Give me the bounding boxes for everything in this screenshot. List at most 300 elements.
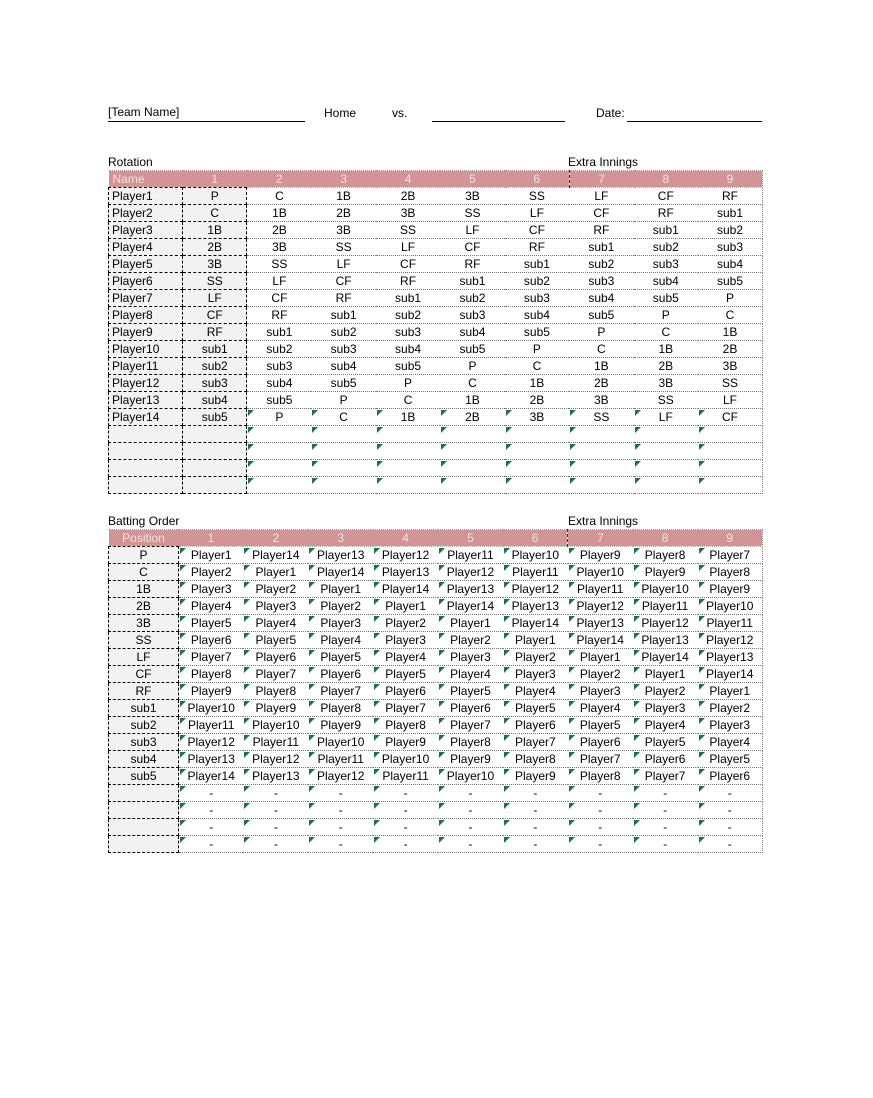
inning-cell[interactable]	[633, 632, 698, 649]
inning-cell[interactable]	[247, 375, 311, 392]
inning-cell[interactable]	[503, 751, 568, 768]
inning-cell[interactable]	[179, 598, 244, 615]
inning-cell[interactable]	[311, 324, 375, 341]
inning-cell[interactable]	[633, 666, 698, 683]
inning-cell[interactable]	[243, 768, 308, 785]
inning-cell[interactable]	[376, 443, 440, 460]
inning-cell[interactable]	[183, 477, 247, 494]
row-label-cell[interactable]: sub2	[109, 717, 179, 734]
inning-cell[interactable]	[438, 802, 503, 819]
inning-cell[interactable]	[376, 477, 440, 494]
inning-cell[interactable]	[311, 341, 375, 358]
inning-cell[interactable]	[698, 205, 763, 222]
inning-cell[interactable]	[311, 290, 375, 307]
inning-cell[interactable]	[440, 239, 504, 256]
inning-cell[interactable]	[438, 598, 503, 615]
row-label-cell[interactable]: LF	[109, 649, 179, 666]
inning-cell[interactable]	[505, 358, 569, 375]
inning-cell[interactable]	[633, 802, 698, 819]
inning-cell[interactable]	[179, 615, 244, 632]
inning-cell[interactable]	[373, 717, 438, 734]
row-label-cell[interactable]: CF	[109, 666, 179, 683]
inning-cell[interactable]	[373, 547, 438, 564]
inning-cell[interactable]	[698, 409, 763, 426]
inning-cell[interactable]	[698, 598, 763, 615]
inning-cell[interactable]	[568, 768, 633, 785]
inning-cell[interactable]	[308, 615, 373, 632]
inning-cell[interactable]	[179, 564, 244, 581]
inning-cell[interactable]	[505, 460, 569, 477]
inning-cell[interactable]	[311, 307, 375, 324]
inning-cell[interactable]	[634, 273, 698, 290]
inning-cell[interactable]	[569, 205, 633, 222]
inning-cell[interactable]	[247, 324, 311, 341]
inning-cell[interactable]	[243, 819, 308, 836]
inning-cell[interactable]	[308, 751, 373, 768]
inning-cell[interactable]	[633, 734, 698, 751]
inning-cell[interactable]	[376, 307, 440, 324]
inning-cell[interactable]	[503, 734, 568, 751]
row-label-cell[interactable]	[109, 460, 183, 477]
inning-cell[interactable]	[247, 239, 311, 256]
inning-cell[interactable]	[569, 273, 633, 290]
inning-cell[interactable]	[373, 836, 438, 853]
row-label-cell[interactable]: Player12	[109, 375, 183, 392]
inning-cell[interactable]	[569, 426, 633, 443]
inning-cell[interactable]	[247, 222, 311, 239]
inning-cell[interactable]	[569, 477, 633, 494]
row-label-cell[interactable]: RF	[109, 683, 179, 700]
inning-cell[interactable]	[505, 443, 569, 460]
inning-cell[interactable]	[440, 477, 504, 494]
inning-cell[interactable]	[376, 460, 440, 477]
inning-cell[interactable]	[505, 409, 569, 426]
inning-cell[interactable]	[373, 768, 438, 785]
inning-cell[interactable]	[179, 768, 244, 785]
inning-cell[interactable]	[440, 205, 504, 222]
row-label-cell[interactable]: 1B	[109, 581, 179, 598]
inning-cell[interactable]	[373, 683, 438, 700]
inning-cell[interactable]	[568, 802, 633, 819]
inning-cell[interactable]	[633, 564, 698, 581]
inning-cell[interactable]	[698, 460, 763, 477]
inning-cell[interactable]	[503, 683, 568, 700]
inning-cell[interactable]	[634, 409, 698, 426]
inning-cell[interactable]	[698, 341, 763, 358]
inning-cell[interactable]	[179, 581, 244, 598]
inning-cell[interactable]	[698, 819, 763, 836]
inning-cell[interactable]	[569, 256, 633, 273]
inning-cell[interactable]	[698, 426, 763, 443]
inning-cell[interactable]	[698, 649, 763, 666]
inning-cell[interactable]	[698, 751, 763, 768]
inning-cell[interactable]	[179, 836, 244, 853]
inning-cell[interactable]	[503, 700, 568, 717]
inning-cell[interactable]	[698, 683, 763, 700]
inning-cell[interactable]	[698, 615, 763, 632]
inning-cell[interactable]	[247, 307, 311, 324]
row-label-cell[interactable]: Player9	[109, 324, 183, 341]
inning-cell[interactable]	[634, 426, 698, 443]
inning-cell[interactable]	[568, 632, 633, 649]
inning-cell[interactable]	[243, 615, 308, 632]
row-label-cell[interactable]	[109, 836, 179, 853]
inning-cell[interactable]	[568, 785, 633, 802]
inning-cell[interactable]	[376, 205, 440, 222]
inning-cell[interactable]	[247, 358, 311, 375]
inning-cell[interactable]	[243, 751, 308, 768]
inning-cell[interactable]	[243, 547, 308, 564]
inning-cell[interactable]	[376, 290, 440, 307]
inning-cell[interactable]	[376, 256, 440, 273]
inning-cell[interactable]	[438, 700, 503, 717]
row-label-cell[interactable]: sub5	[109, 768, 179, 785]
inning-cell[interactable]	[376, 426, 440, 443]
inning-cell[interactable]	[376, 341, 440, 358]
inning-cell[interactable]	[440, 341, 504, 358]
inning-cell[interactable]	[569, 358, 633, 375]
inning-cell[interactable]	[503, 598, 568, 615]
inning-cell[interactable]	[311, 358, 375, 375]
inning-cell[interactable]	[503, 649, 568, 666]
inning-cell[interactable]	[376, 409, 440, 426]
inning-cell[interactable]	[634, 341, 698, 358]
row-label-cell[interactable]	[109, 785, 179, 802]
inning-cell[interactable]	[243, 564, 308, 581]
inning-cell[interactable]	[503, 581, 568, 598]
inning-cell[interactable]	[183, 188, 247, 205]
inning-cell[interactable]	[183, 307, 247, 324]
inning-cell[interactable]	[311, 477, 375, 494]
inning-cell[interactable]	[183, 392, 247, 409]
opponent-name-field[interactable]	[432, 105, 565, 122]
inning-cell[interactable]	[311, 256, 375, 273]
inning-cell[interactable]	[373, 564, 438, 581]
inning-cell[interactable]	[633, 819, 698, 836]
inning-cell[interactable]	[438, 836, 503, 853]
inning-cell[interactable]	[568, 649, 633, 666]
inning-cell[interactable]	[373, 819, 438, 836]
inning-cell[interactable]	[698, 564, 763, 581]
inning-cell[interactable]	[373, 751, 438, 768]
row-label-cell[interactable]	[109, 477, 183, 494]
inning-cell[interactable]	[698, 666, 763, 683]
inning-cell[interactable]	[505, 392, 569, 409]
inning-cell[interactable]	[183, 256, 247, 273]
inning-cell[interactable]	[247, 426, 311, 443]
inning-cell[interactable]	[183, 324, 247, 341]
inning-cell[interactable]	[634, 307, 698, 324]
inning-cell[interactable]	[308, 734, 373, 751]
inning-cell[interactable]	[505, 222, 569, 239]
row-label-cell[interactable]	[109, 426, 183, 443]
row-label-cell[interactable]: C	[109, 564, 179, 581]
inning-cell[interactable]	[698, 632, 763, 649]
inning-cell[interactable]	[634, 358, 698, 375]
inning-cell[interactable]	[311, 409, 375, 426]
inning-cell[interactable]	[308, 632, 373, 649]
inning-cell[interactable]	[247, 443, 311, 460]
inning-cell[interactable]	[505, 188, 569, 205]
row-label-cell[interactable]: Player5	[109, 256, 183, 273]
inning-cell[interactable]	[179, 802, 244, 819]
inning-cell[interactable]	[569, 443, 633, 460]
inning-cell[interactable]	[438, 547, 503, 564]
inning-cell[interactable]	[179, 751, 244, 768]
inning-cell[interactable]	[698, 717, 763, 734]
inning-cell[interactable]	[633, 547, 698, 564]
inning-cell[interactable]	[438, 785, 503, 802]
inning-cell[interactable]	[634, 290, 698, 307]
inning-cell[interactable]	[308, 802, 373, 819]
inning-cell[interactable]	[633, 700, 698, 717]
inning-cell[interactable]	[438, 564, 503, 581]
inning-cell[interactable]	[505, 426, 569, 443]
inning-cell[interactable]	[243, 632, 308, 649]
inning-cell[interactable]	[440, 222, 504, 239]
inning-cell[interactable]	[373, 785, 438, 802]
inning-cell[interactable]	[311, 392, 375, 409]
inning-cell[interactable]	[247, 460, 311, 477]
inning-cell[interactable]	[698, 375, 763, 392]
row-label-cell[interactable]: Player4	[109, 239, 183, 256]
inning-cell[interactable]	[183, 290, 247, 307]
inning-cell[interactable]	[179, 649, 244, 666]
row-label-cell[interactable]: 2B	[109, 598, 179, 615]
inning-cell[interactable]	[373, 700, 438, 717]
inning-cell[interactable]	[308, 717, 373, 734]
inning-cell[interactable]	[568, 751, 633, 768]
inning-cell[interactable]	[698, 836, 763, 853]
inning-cell[interactable]	[633, 785, 698, 802]
inning-cell[interactable]	[373, 734, 438, 751]
inning-cell[interactable]	[438, 819, 503, 836]
inning-cell[interactable]	[505, 324, 569, 341]
inning-cell[interactable]	[698, 802, 763, 819]
inning-cell[interactable]	[183, 273, 247, 290]
inning-cell[interactable]	[698, 443, 763, 460]
inning-cell[interactable]	[308, 836, 373, 853]
inning-cell[interactable]	[634, 188, 698, 205]
inning-cell[interactable]	[247, 273, 311, 290]
inning-cell[interactable]	[243, 802, 308, 819]
date-field[interactable]	[627, 105, 762, 122]
inning-cell[interactable]	[505, 256, 569, 273]
inning-cell[interactable]	[568, 683, 633, 700]
inning-cell[interactable]	[440, 273, 504, 290]
inning-cell[interactable]	[503, 836, 568, 853]
inning-cell[interactable]	[438, 734, 503, 751]
inning-cell[interactable]	[440, 307, 504, 324]
inning-cell[interactable]	[243, 785, 308, 802]
inning-cell[interactable]	[698, 547, 763, 564]
inning-cell[interactable]	[440, 392, 504, 409]
inning-cell[interactable]	[440, 375, 504, 392]
inning-cell[interactable]	[247, 205, 311, 222]
inning-cell[interactable]	[373, 581, 438, 598]
inning-cell[interactable]	[183, 239, 247, 256]
row-label-cell[interactable]	[109, 819, 179, 836]
inning-cell[interactable]	[698, 324, 763, 341]
inning-cell[interactable]	[503, 819, 568, 836]
row-label-cell[interactable]: Player1	[109, 188, 183, 205]
inning-cell[interactable]	[698, 256, 763, 273]
inning-cell[interactable]	[568, 734, 633, 751]
inning-cell[interactable]	[243, 683, 308, 700]
inning-cell[interactable]	[438, 615, 503, 632]
inning-cell[interactable]	[568, 547, 633, 564]
inning-cell[interactable]	[247, 341, 311, 358]
inning-cell[interactable]	[568, 666, 633, 683]
inning-cell[interactable]	[311, 239, 375, 256]
inning-cell[interactable]	[438, 581, 503, 598]
inning-cell[interactable]	[633, 836, 698, 853]
inning-cell[interactable]	[503, 717, 568, 734]
inning-cell[interactable]	[183, 205, 247, 222]
inning-cell[interactable]	[179, 547, 244, 564]
inning-cell[interactable]	[503, 785, 568, 802]
inning-cell[interactable]	[183, 460, 247, 477]
inning-cell[interactable]	[376, 375, 440, 392]
inning-cell[interactable]	[376, 273, 440, 290]
inning-cell[interactable]	[308, 649, 373, 666]
row-label-cell[interactable]: Player11	[109, 358, 183, 375]
inning-cell[interactable]	[438, 666, 503, 683]
inning-cell[interactable]	[308, 700, 373, 717]
row-label-cell[interactable]: Player6	[109, 273, 183, 290]
inning-cell[interactable]	[568, 717, 633, 734]
row-label-cell[interactable]: SS	[109, 632, 179, 649]
inning-cell[interactable]	[569, 375, 633, 392]
inning-cell[interactable]	[505, 273, 569, 290]
inning-cell[interactable]	[503, 632, 568, 649]
inning-cell[interactable]	[373, 632, 438, 649]
row-label-cell[interactable]	[109, 802, 179, 819]
row-label-cell[interactable]: sub3	[109, 734, 179, 751]
inning-cell[interactable]	[633, 649, 698, 666]
inning-cell[interactable]	[634, 222, 698, 239]
inning-cell[interactable]	[308, 683, 373, 700]
inning-cell[interactable]	[569, 324, 633, 341]
inning-cell[interactable]	[308, 785, 373, 802]
inning-cell[interactable]	[440, 188, 504, 205]
inning-cell[interactable]	[698, 392, 763, 409]
inning-cell[interactable]	[698, 188, 763, 205]
inning-cell[interactable]	[243, 598, 308, 615]
row-label-cell[interactable]: Player2	[109, 205, 183, 222]
inning-cell[interactable]	[440, 324, 504, 341]
inning-cell[interactable]	[568, 700, 633, 717]
inning-cell[interactable]	[179, 700, 244, 717]
inning-cell[interactable]	[243, 581, 308, 598]
inning-cell[interactable]	[634, 239, 698, 256]
inning-cell[interactable]	[183, 426, 247, 443]
inning-cell[interactable]	[243, 734, 308, 751]
inning-cell[interactable]	[633, 751, 698, 768]
inning-cell[interactable]	[311, 205, 375, 222]
inning-cell[interactable]	[503, 564, 568, 581]
inning-cell[interactable]	[503, 802, 568, 819]
inning-cell[interactable]	[179, 683, 244, 700]
inning-cell[interactable]	[183, 222, 247, 239]
inning-cell[interactable]	[376, 358, 440, 375]
inning-cell[interactable]	[505, 477, 569, 494]
inning-cell[interactable]	[308, 819, 373, 836]
row-label-cell[interactable]: 3B	[109, 615, 179, 632]
inning-cell[interactable]	[179, 666, 244, 683]
inning-cell[interactable]	[373, 649, 438, 666]
inning-cell[interactable]	[376, 239, 440, 256]
inning-cell[interactable]	[633, 615, 698, 632]
row-label-cell[interactable]: P	[109, 547, 179, 564]
inning-cell[interactable]	[569, 290, 633, 307]
inning-cell[interactable]	[438, 649, 503, 666]
row-label-cell[interactable]: sub4	[109, 751, 179, 768]
inning-cell[interactable]	[247, 392, 311, 409]
inning-cell[interactable]	[311, 188, 375, 205]
inning-cell[interactable]	[633, 581, 698, 598]
inning-cell[interactable]	[505, 341, 569, 358]
inning-cell[interactable]	[569, 188, 633, 205]
inning-cell[interactable]	[698, 358, 763, 375]
inning-cell[interactable]	[503, 768, 568, 785]
inning-cell[interactable]	[503, 615, 568, 632]
inning-cell[interactable]	[311, 443, 375, 460]
inning-cell[interactable]	[438, 632, 503, 649]
inning-cell[interactable]	[698, 700, 763, 717]
inning-cell[interactable]	[311, 222, 375, 239]
inning-cell[interactable]	[569, 409, 633, 426]
inning-cell[interactable]	[308, 666, 373, 683]
inning-cell[interactable]	[633, 683, 698, 700]
inning-cell[interactable]	[247, 477, 311, 494]
inning-cell[interactable]	[633, 598, 698, 615]
inning-cell[interactable]	[568, 598, 633, 615]
inning-cell[interactable]	[308, 581, 373, 598]
inning-cell[interactable]	[243, 649, 308, 666]
inning-cell[interactable]	[568, 819, 633, 836]
inning-cell[interactable]	[633, 768, 698, 785]
inning-cell[interactable]	[438, 683, 503, 700]
inning-cell[interactable]	[569, 307, 633, 324]
inning-cell[interactable]	[311, 460, 375, 477]
inning-cell[interactable]	[373, 802, 438, 819]
inning-cell[interactable]	[183, 341, 247, 358]
inning-cell[interactable]	[503, 666, 568, 683]
inning-cell[interactable]	[376, 222, 440, 239]
inning-cell[interactable]	[505, 205, 569, 222]
inning-cell[interactable]	[183, 443, 247, 460]
inning-cell[interactable]	[634, 460, 698, 477]
inning-cell[interactable]	[247, 188, 311, 205]
inning-cell[interactable]	[569, 222, 633, 239]
inning-cell[interactable]	[698, 307, 763, 324]
inning-cell[interactable]	[698, 768, 763, 785]
inning-cell[interactable]	[373, 598, 438, 615]
row-label-cell[interactable]: Player8	[109, 307, 183, 324]
inning-cell[interactable]	[247, 290, 311, 307]
inning-cell[interactable]	[440, 426, 504, 443]
inning-cell[interactable]	[503, 547, 568, 564]
row-label-cell[interactable]: Player7	[109, 290, 183, 307]
inning-cell[interactable]	[440, 358, 504, 375]
inning-cell[interactable]	[505, 290, 569, 307]
inning-cell[interactable]	[243, 700, 308, 717]
inning-cell[interactable]	[438, 717, 503, 734]
inning-cell[interactable]	[568, 615, 633, 632]
inning-cell[interactable]	[440, 256, 504, 273]
inning-cell[interactable]	[308, 768, 373, 785]
